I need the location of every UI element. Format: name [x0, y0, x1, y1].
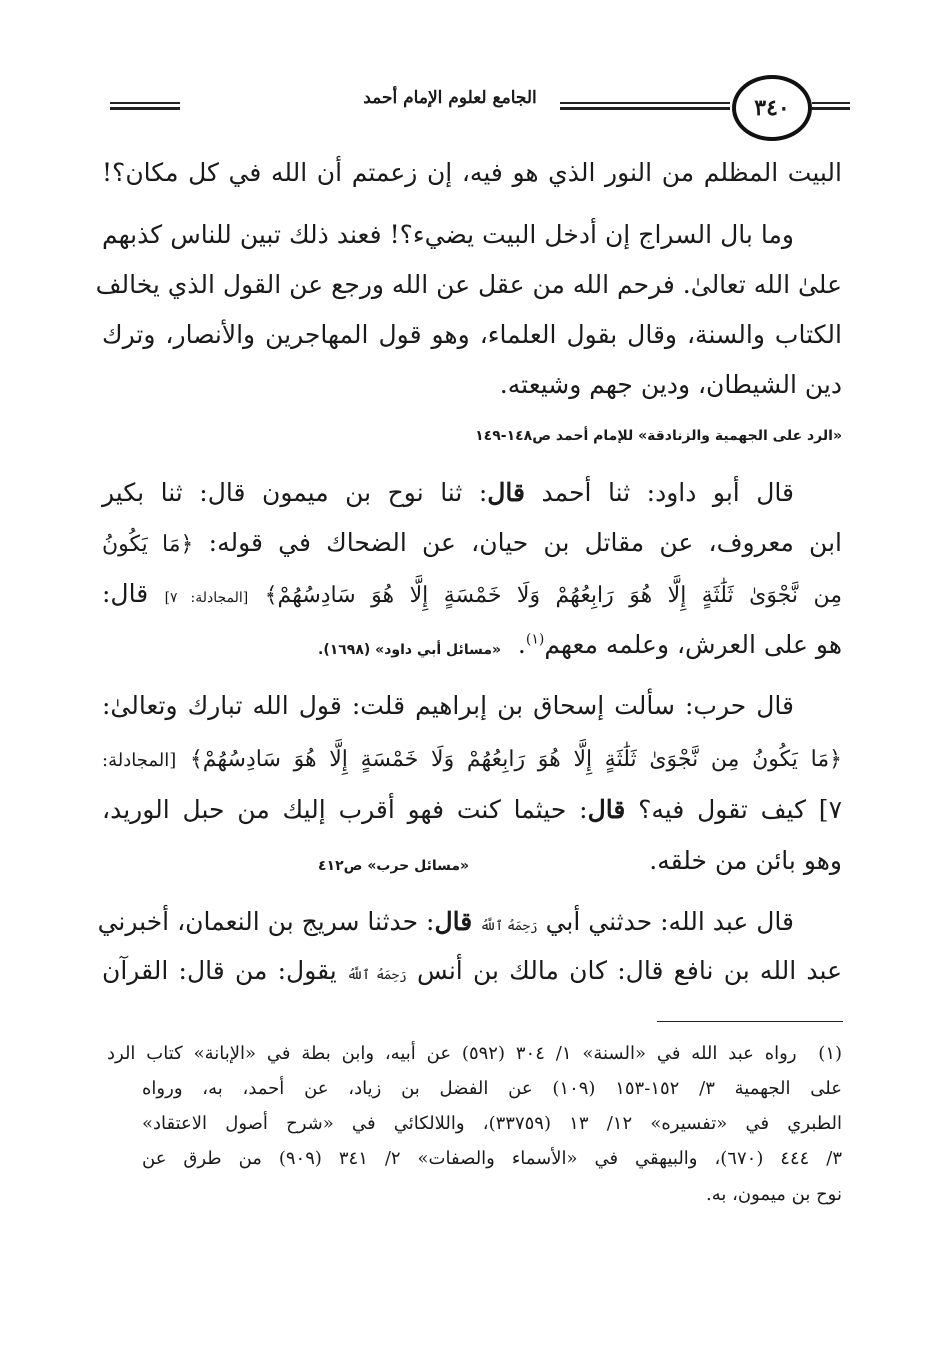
text-segment: عبد الله بن نافع قال: كان مالك بن أنس [406, 956, 842, 985]
footnote-line: ٣/ ٤٤٤ (٦٧٠)، والبيهقي في «الأسماء والصفات» ٢/ ٣٤١ (٩٠٩) من طرق عن [142, 1148, 842, 1169]
text-line: علىٰ الله تعالىٰ. فرحم الله من عقل عن الله ورجع عن القول الذي يخالف [95, 270, 842, 299]
text-line [102, 480, 842, 505]
quran-verse: ﴿مَا يَكُونُ [102, 532, 194, 557]
footnote-text: رواه عبد الله في «السنة» ١/ ٣٠٤ (٥٩٢) عن أبيه، وابن بطة في «الإبانة» كتاب الرد [107, 1043, 797, 1064]
footnote-line: على الجهمية ٣/ ١٥٢-١٥٣ (١٠٩) عن الفضل بن زياد، عن أحمد، به، ورواه [142, 1078, 842, 1099]
text-segment: يقول: من قال: القرآن [102, 956, 347, 985]
text-segment: هو على العرش، وعلمه معهم [544, 630, 842, 659]
footnote-line: نوح بن ميمون، به. [706, 1184, 842, 1205]
source-citation: «مسائل أبي داود» (١٦٩٨). [318, 642, 502, 658]
header-rule-end [812, 102, 850, 104]
quran-verse: ﴿مَا يَكُونُ مِن نَّجْوَىٰ ثَلَٰثَةٍ إِلَّا هُوَ رَابِعُهُمْ وَلَا خَمْسَةٍ إِلَّا هُوَ سَادِسُهُمْ﴾ [189, 747, 842, 772]
footnote-number: (١) [818, 1043, 843, 1064]
text-line: وما بال السراج إن أدخل البيت يضيء؟! فعند ذلك تبين للناس كذبهم [102, 220, 794, 249]
header-title: الجامع لعلوم الإمام أحمد [363, 88, 537, 108]
text-segment: : ثنا نوح بن ميمون قال: ثنا بكير [102, 478, 488, 507]
keyword-qal: قال [434, 907, 473, 936]
text-segment: : حدثنا سريج بن النعمان، أخبرني [97, 907, 435, 936]
honorific: رَحِمَهُ ٱللَّهُ [346, 968, 407, 983]
source-citation: «الرد على الجهمية والزنادقة» للإمام أحمد ص١٤٨-١٤٩ [475, 428, 842, 444]
verse-reference: [المجادلة: ٧] [164, 590, 249, 606]
text-line [442, 632, 842, 657]
text-line [102, 581, 842, 607]
keyword-qal: قال [587, 795, 626, 824]
text-line: الكتاب والسنة، وقال بقول العلماء، وهو قول المهاجرين والأنصار، وترك [102, 320, 842, 349]
text-line: قال حرب: سألت إسحاق بن إبراهيم قلت: قول الله تبارك وتعالىٰ: [102, 691, 794, 720]
header-rule-right [560, 102, 730, 104]
page-number: ٣٤٠ [732, 75, 812, 141]
quran-verse: مِن نَّجْوَىٰ ثَلَٰثَةٍ إِلَّا هُوَ رَابِعُهُمْ وَلَا خَمْسَةٍ إِلَّا هُوَ سَادِسُهُمْ﴾ [264, 583, 843, 608]
text-line [102, 530, 842, 556]
footnote-line: الطبري في «تفسيره» ١٢/ ١٣ (٣٣٧٥٩)، واللالكائي في «شرح أصول الاعتقاد» [142, 1113, 842, 1134]
text-segment: قال عبد الله: حدثني أبي [537, 907, 794, 936]
verse-reference: [المجادلة: [102, 750, 177, 771]
text-segment: . [517, 630, 526, 659]
running-header [110, 62, 850, 142]
footnote-marker: (١) [525, 631, 545, 648]
text-line: دين الشيطان، ودين جهم وشيعته. [499, 370, 842, 399]
text-line [102, 745, 842, 771]
text-segment: قال أبو داود: ثنا أحمد [525, 478, 794, 507]
footnote-line [107, 1045, 842, 1063]
footnote-separator [657, 1021, 843, 1022]
honorific: رَحِمَهُ ٱللَّهُ [480, 919, 538, 934]
text-line [102, 797, 842, 822]
header-rule-left [110, 102, 180, 104]
text-line [97, 907, 842, 936]
text-line: وهو بائن من خلقه. [649, 846, 842, 875]
text-segment: : حيثما كنت فهو أقرب إليك من حبل الوريد، [102, 795, 588, 824]
text-segment: قال: [102, 579, 149, 608]
keyword-qal: قال [487, 478, 525, 507]
text-segment: ٧] كيف تقول فيه؟ [625, 795, 843, 824]
text-line: البيت المظلم من النور الذي هو فيه، إن زعمتم أن الله في كل مكان؟! [102, 158, 842, 187]
text-line [102, 958, 842, 983]
source-citation: «مسائل حرب» ص٤١٢ [318, 858, 470, 874]
text-segment: ابن معروف، عن مقاتل بن حيان، عن الضحاك في قوله: [193, 528, 842, 557]
